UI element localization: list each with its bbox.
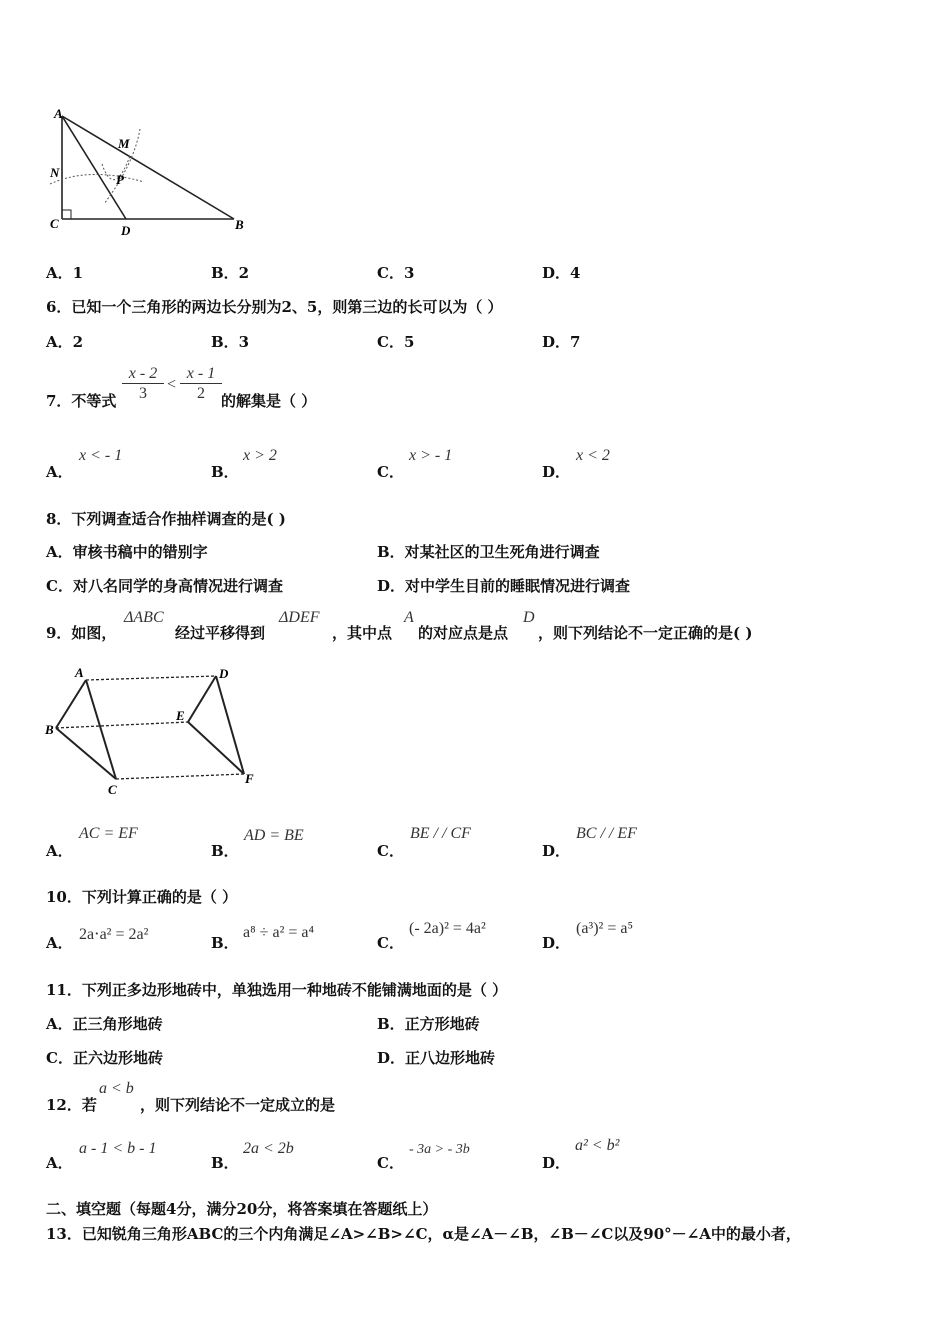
q7-fraction-1 [122,365,164,404]
q5-option-a[interactable]: A．1 [46,264,84,282]
q9-stem-abc: ΔABC [124,609,164,626]
q9-stem-d: D [523,609,535,626]
q10-option-b-letter[interactable]: B． [211,934,239,952]
q8-option-a[interactable]: A．审核书稿中的错别字 [46,543,208,561]
q9-option-a-letter[interactable]: A． [46,842,73,860]
q7-fraction-2 [180,365,222,404]
q5-triangle-figure [44,104,254,244]
q10-option-a-letter[interactable]: A． [46,934,73,952]
q6-option-a[interactable]: A．2 [46,333,84,351]
q5-label-D: D [121,223,131,238]
q7-fraction-1-den: 3 [139,385,147,402]
q12-option-d-letter[interactable]: D． [542,1154,571,1172]
q9-label-F: F [245,771,254,786]
q12-option-a-letter[interactable]: A． [46,1154,73,1172]
q9-stem-def: ΔDEF [279,609,320,626]
q9-stem-part-4: 的对应点是点 [418,624,509,642]
q10-option-c-letter[interactable]: C． [377,934,404,952]
q9-label-A: A [75,665,84,680]
q7-option-c-letter[interactable]: C． [377,463,404,481]
q9-stem-part-3: ，其中点 [332,624,393,642]
q9-option-c-letter[interactable]: C． [377,842,404,860]
q12-option-a-math: a - 1 < b - 1 [79,1140,157,1157]
q7-fraction-2-den: 2 [197,385,205,402]
q11-stem: 11．下列正多边形地砖中，单独选用一种地砖不能铺满地面的是（ ） [46,981,508,999]
q5-label-A: A [54,106,63,121]
q7-suffix: 的解集是（ ） [221,392,317,410]
q7-less-than: < [167,376,177,393]
q5-label-B: B [235,217,244,232]
q9-label-B: B [45,722,54,737]
q9-option-d-letter[interactable]: D． [542,842,571,860]
q9-option-b-math: AD = BE [244,827,304,844]
q5-label-C: C [50,216,59,231]
q12-option-c-letter[interactable]: C． [377,1154,404,1172]
q8-option-c[interactable]: C．对八名同学的身高情况进行调查 [46,577,283,595]
q5-option-c[interactable]: C．3 [377,264,415,282]
q7-option-a-letter[interactable]: A． [46,463,73,481]
q9-label-C: C [108,782,117,797]
q11-option-b[interactable]: B．正方形地砖 [377,1015,480,1033]
q10-option-b-math: a⁸ ÷ a² = a⁴ [243,924,315,941]
q12-option-b-letter[interactable]: B． [211,1154,239,1172]
q12-option-c-math: - 3a > - 3b [409,1142,470,1157]
q10-option-c-math: (- 2a)² = 4a² [409,920,486,937]
q10-stem: 10．下列计算正确的是（ ） [46,888,238,906]
q6-option-c[interactable]: C．5 [377,333,415,351]
q9-stem-a: A [404,609,414,626]
q7-prefix: 7．不等式 [46,392,117,410]
q10-option-a-math: 2a⋅a² = 2a² [79,926,149,943]
q5-label-N: N [50,165,60,180]
q11-option-c[interactable]: C．正六边形地砖 [46,1049,163,1067]
q8-option-b[interactable]: B．对某社区的卫生死角进行调查 [377,543,600,561]
q10-option-d-letter[interactable]: D． [542,934,571,952]
q10-option-d-math: (a³)² = a⁵ [576,920,634,937]
q9-label-D: D [219,666,229,681]
q5-option-b[interactable]: B．2 [211,264,250,282]
q7-option-b-math: x > 2 [243,447,277,464]
q12-option-b-math: 2a < 2b [243,1140,294,1157]
q7-fraction-2-num: x - 1 [180,365,222,384]
q6-stem: 6．已知一个三角形的两边长分别为2、5，则第三边的长可以为（ ） [46,298,503,316]
q13-stem: 13．已知锐角三角形ABC的三个内角满足∠A>∠B>∠C，α是∠A－∠B，∠B－∠C以及90°－∠A中的最小者， [46,1225,801,1243]
q12-suffix: ，则下列结论不一定成立的是 [140,1096,336,1114]
q12-prefix: 12．若 [46,1096,97,1114]
q8-stem: 8．下列调查适合作抽样调查的是( ) [46,510,286,528]
q7-option-b-letter[interactable]: B． [211,463,239,481]
section-2-heading: 二、填空题（每题4分，满分20分，将答案填在答题纸上） [46,1200,438,1218]
q6-option-d[interactable]: D．7 [542,333,581,351]
q11-option-a[interactable]: A．正三角形地砖 [46,1015,163,1033]
q9-option-b-letter[interactable]: B． [211,842,239,860]
q9-option-c-math: BE / / CF [410,825,471,842]
q7-fraction-1-num: x - 2 [122,365,164,384]
q9-stem-part-5: ，则下列结论不一定正确的是( ) [538,624,753,642]
q9-translation-figure [42,662,262,802]
q5-option-d[interactable]: D．4 [542,264,581,282]
q12-condition: a < b [99,1080,134,1097]
q7-option-c-math: x > - 1 [409,447,453,464]
q9-stem-part-2: 经过平移得到 [175,624,266,642]
q6-option-b[interactable]: B．3 [211,333,250,351]
q7-option-d-math: x < 2 [576,447,610,464]
q7-option-d-letter[interactable]: D． [542,463,571,481]
q11-option-d[interactable]: D．正八边形地砖 [377,1049,496,1067]
q9-stem-part-1: 9．如图， [46,624,117,642]
q5-label-P: P [116,172,124,187]
q9-label-E: E [176,708,185,723]
q9-option-d-math: BC / / EF [576,825,637,842]
q8-option-d[interactable]: D．对中学生目前的睡眠情况进行调查 [377,577,631,595]
q7-option-a-math: x < - 1 [79,447,123,464]
q12-option-d-math: a² < b² [575,1137,620,1154]
q5-label-M: M [118,136,130,151]
q9-option-a-math: AC = EF [79,825,138,842]
